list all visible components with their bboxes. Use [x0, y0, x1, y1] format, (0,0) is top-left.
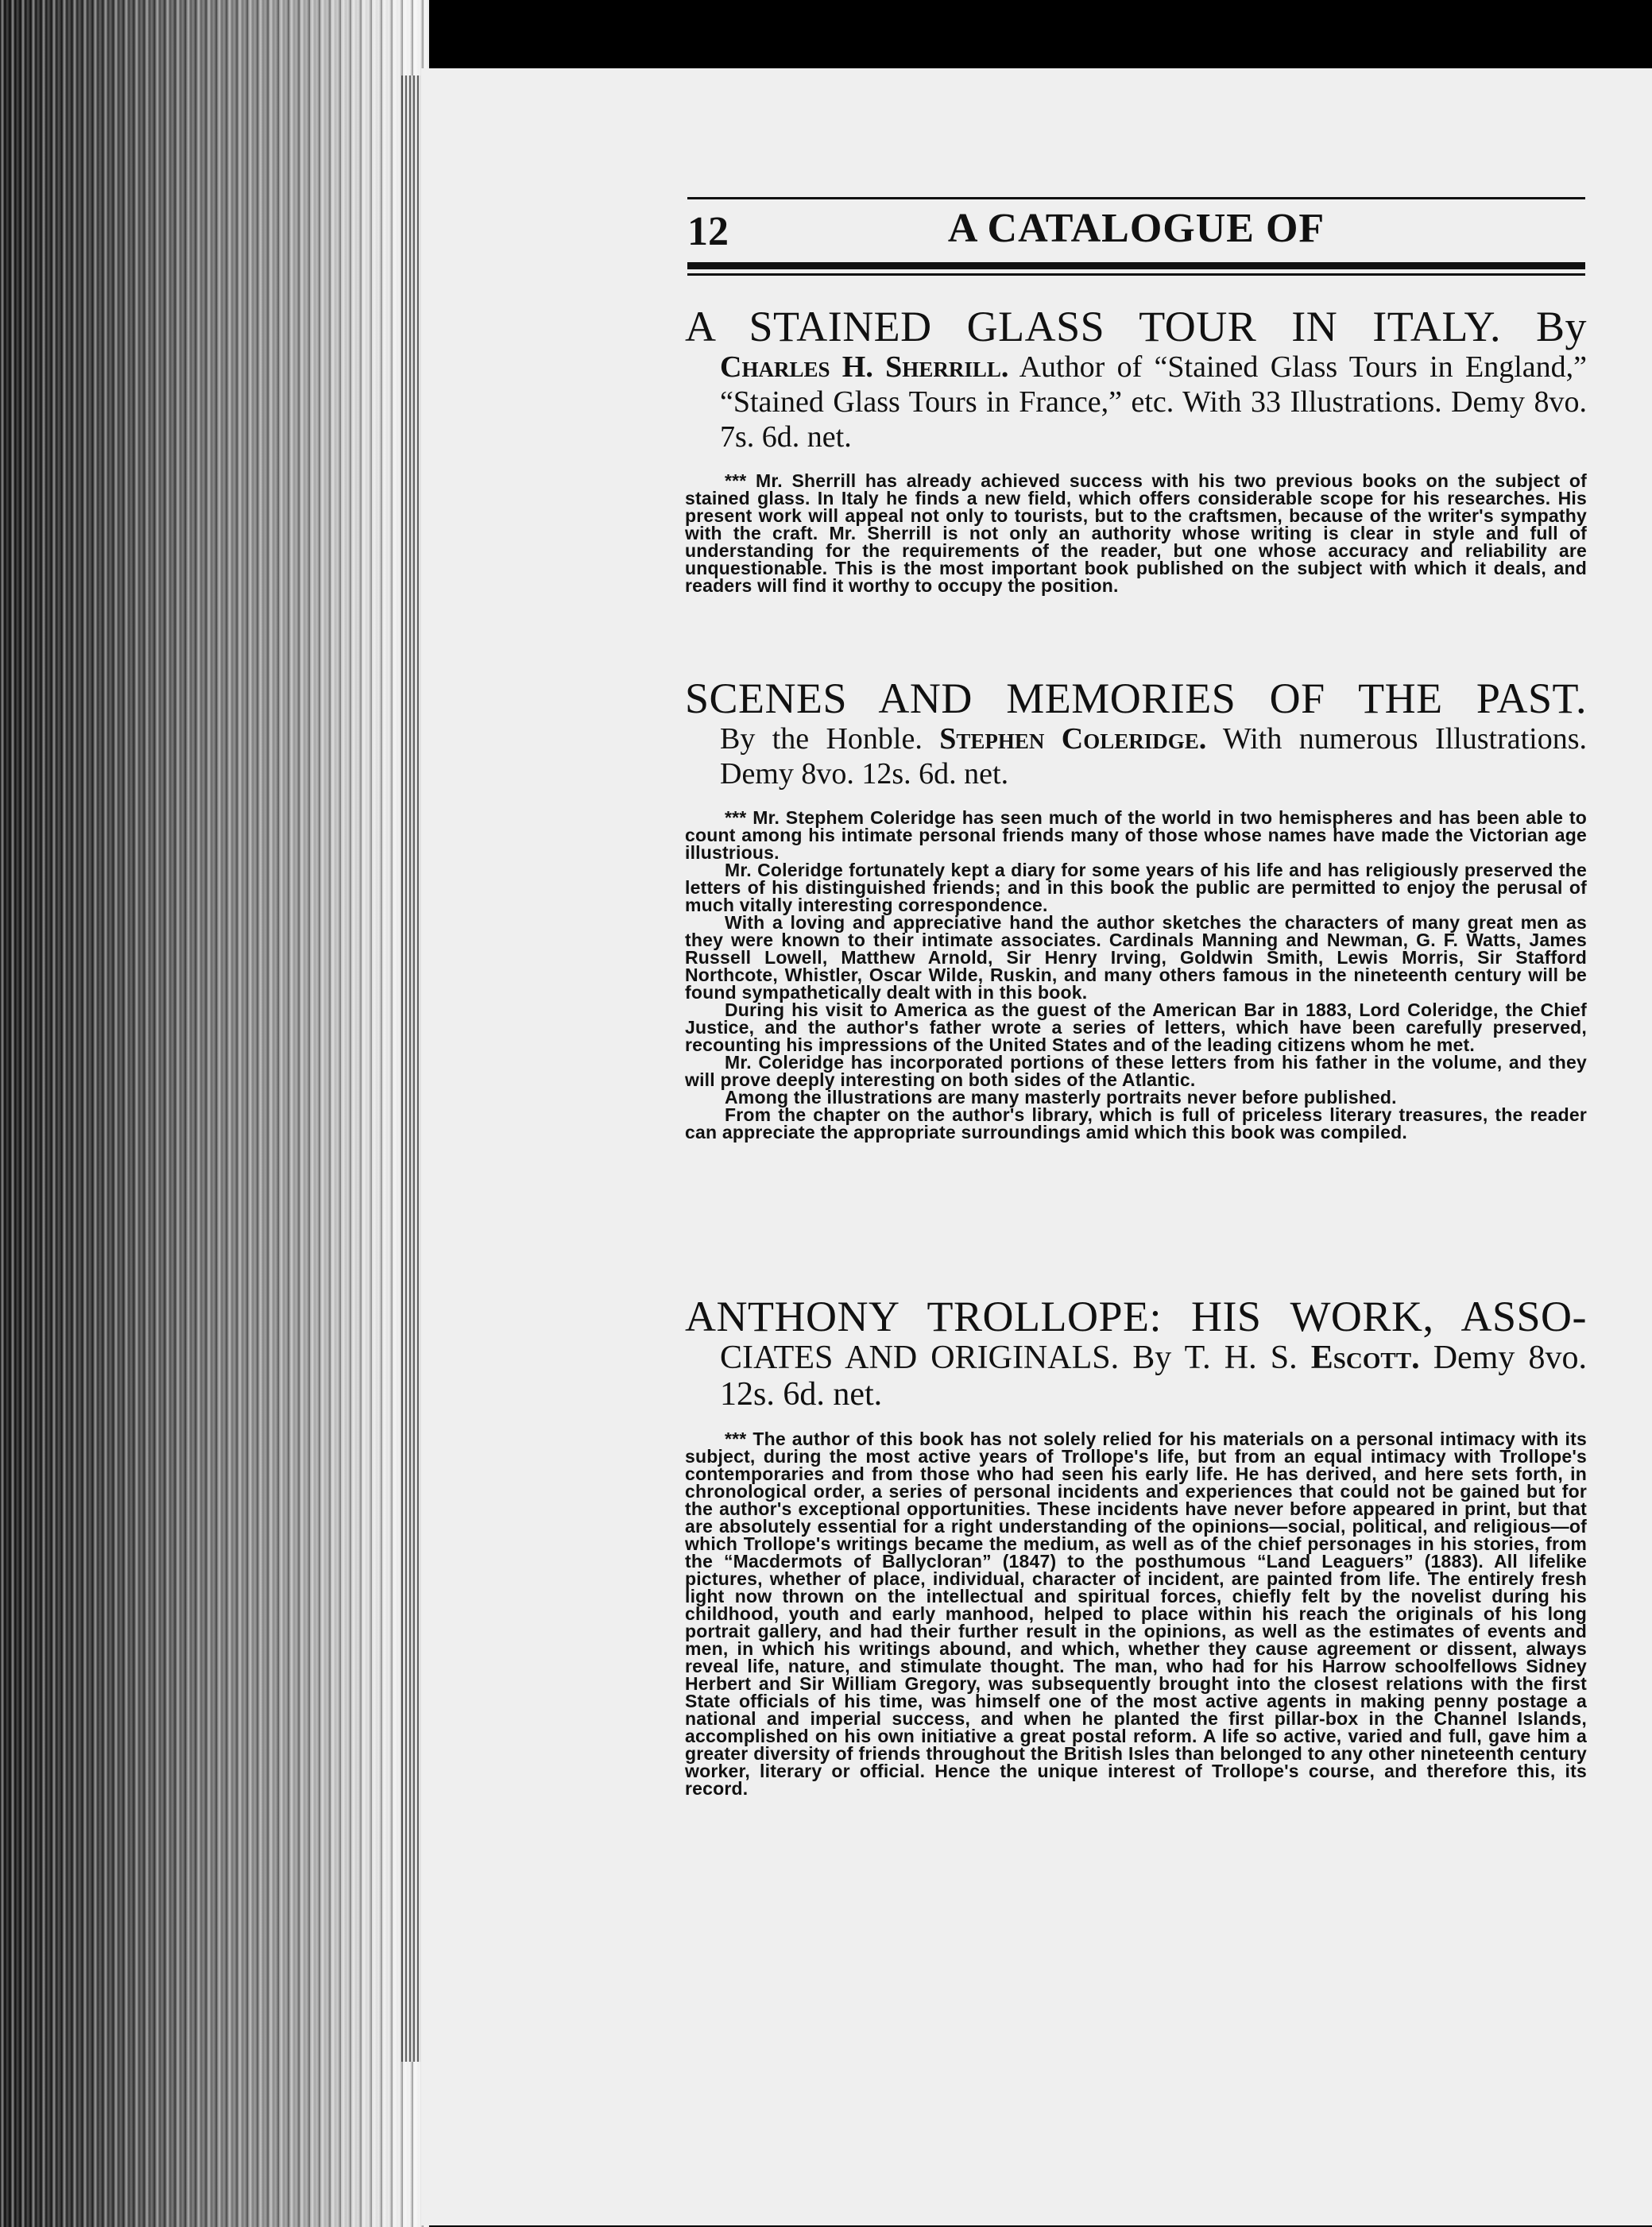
entry-title-line2: CIATES AND ORIGINALS.: [720, 1340, 1120, 1376]
catalogue-entry: [685, 304, 1587, 594]
entry-author: Escott.: [1310, 1340, 1420, 1376]
description-paragraph: Mr. Coleridge has incorporated portions of these letters from his father in the volume, and they will prove deeply interesting on both sides of the Atlantic.: [685, 1052, 1587, 1090]
entry-meta: [720, 721, 1587, 791]
entry-title: [685, 1293, 1587, 1340]
entry-author: Stephen Coleridge.: [939, 722, 1207, 756]
entry-description: [685, 472, 1587, 594]
entry-details: With numerous Illustrations. Demy 8vo. 12s. 6d. net.: [720, 722, 1587, 791]
entry-title: SCENES AND MEMORIES OF THE PAST.: [685, 675, 1587, 722]
catalogue-entry: [685, 1293, 1587, 1797]
entry-meta: [720, 350, 1587, 454]
header-rule-thick: [687, 262, 1585, 269]
entry-meta: [720, 1340, 1587, 1413]
entry-title-line1: ANTHONY TROLLOPE: HIS WORK, ASSO-: [685, 1293, 1587, 1340]
entry-details-prefix: By T. H. S.: [1119, 1340, 1311, 1376]
book-spine-edge: [0, 0, 429, 2227]
entry-details-prefix: By the Honble.: [720, 722, 940, 756]
entry-details: Author of “Stained Glass Tours in England,” “Stained Glass Tours in France,” etc. With 33 Illustrations. Demy 8vo. 7s. 6d. net.: [720, 350, 1587, 454]
description-paragraph: From the chapter on the author's library, which is full of priceless literary treasures, the reader can appreciate the appropriate surroundings amid which this book was compiled.: [685, 1104, 1587, 1142]
catalogue-entry: [685, 675, 1587, 1141]
description-paragraph: *** Mr. Stephem Coleridge has seen much of the world in two hemispheres and has been able to count among his intimate personal friends many of those whose names have made the Victorian age illustrious.: [685, 807, 1587, 863]
page-number: 12: [687, 209, 729, 254]
description-paragraph: During his visit to America as the guest of the American Bar in 1883, Lord Coleridge, the Chief Justice, and the author's father wrote a series of letters, which have been carefully preserved, recounting his impressions of the United States and of the leading citizens whom he met.: [685, 999, 1587, 1055]
header-top-rule: [687, 197, 1585, 199]
entry-title: A STAINED GLASS TOUR IN ITALY. By: [685, 303, 1587, 350]
entry-author: Charles H. Sherrill.: [720, 350, 1009, 384]
header-rule-thin: [687, 273, 1585, 276]
description-paragraph: Mr. Coleridge fortunately kept a diary for some years of his life and has religiously preserved the letters of his distinguished friends; and in this book the public are permitted to enjoy the perusal of much vitally interesting correspondence.: [685, 860, 1587, 915]
entry-description: [685, 809, 1587, 1141]
description-paragraph: With a loving and appreciative hand the author sketches the characters of many great men as they were known to their intimate associates. Cardinals Manning and Newman, G. F. Watts, James Russell Lowell, Matthew Arnold, Sir Henry Irving, Goldwin Smith, Lewis Morris, Sir Stafford Northcote, Whistler, Oscar Wilde, Ruskin, and many others famous in the nineteenth century will be found sympathetically dealt with in this book.: [685, 912, 1587, 1003]
description-paragraph: *** Mr. Sherrill has already achieved success with his two previous books on the subject of stained glass. In Italy he finds a new field, which offers considerable scope for his researches. His present work will appeal not only to tourists, but to the craftsmen, because of the writer's sympathy with the craft. Mr. Sherrill is not only an authority whose writing is clear in style and full of understanding for the requirements of the reader, but one whose accuracy and reliability are unquestionable. This is the most important book published on the subject with which it deals, and readers will find it worthy to occupy the position.: [685, 470, 1587, 596]
entry-details: Demy 8vo. 12s. 6d. net.: [720, 1340, 1587, 1413]
description-paragraph: Among the illustrations are many masterly portraits never before published.: [725, 1087, 1397, 1108]
running-title: A CATALOGUE OF: [947, 206, 1325, 251]
description-paragraph: *** The author of this book has not solely relied for his materials on a personal intimacy with its subject, during the most active years of Trollope's life, but from an equal intimacy with Trollope's contemporaries and from those who had seen his early life. He has derived, and here sets forth, in chronological order, a series of personal incidents and experiences that could not be gained but for the author's exceptional opportunities. These incidents have never before appeared in print, but that are absolutely essential for a right understanding of the opinions—social, political, and religious—of which Trollope's writings became the medium, as well as of the chief personages in his stories, from the “Macdermots of Ballycloran” (1847) to the posthumous “Land Leaguers” (1883). All lifelike pictures, whether of place, individual, character of incident, are painted from life. The entirely fresh light now thrown on the intellectual and spiritual forces, chiefly felt by the novelist during his childhood, youth and early manhood, helped to place within his reach the originals of his long portrait gallery, and had their further result in the opinions, as well as the estimates of events and men, in which his writings abound, and which, whether they cause agreement or dissent, always reveal life, nature, and stimulate thought. The man, who had for his Harrow schoolfellows Sidney Herbert and Sir William Gregory, was subsequently brought into the closest relations with the first State officials of his time, was himself one of the most active agents in making penny postage a national and imperial success, and when he planted the first pillar-box in the Channel Islands, accomplished on his own initiative a great postal reform. A life so active, varied and full, gave him a greater diversity of friends throughout the British Isles than belonged to any other nineteenth century worker, literary or official. Hence the unique interest of Trollope's course, and therefore this, its record.: [685, 1429, 1587, 1799]
entry-description: [685, 1430, 1587, 1797]
page-header: [687, 197, 1585, 280]
